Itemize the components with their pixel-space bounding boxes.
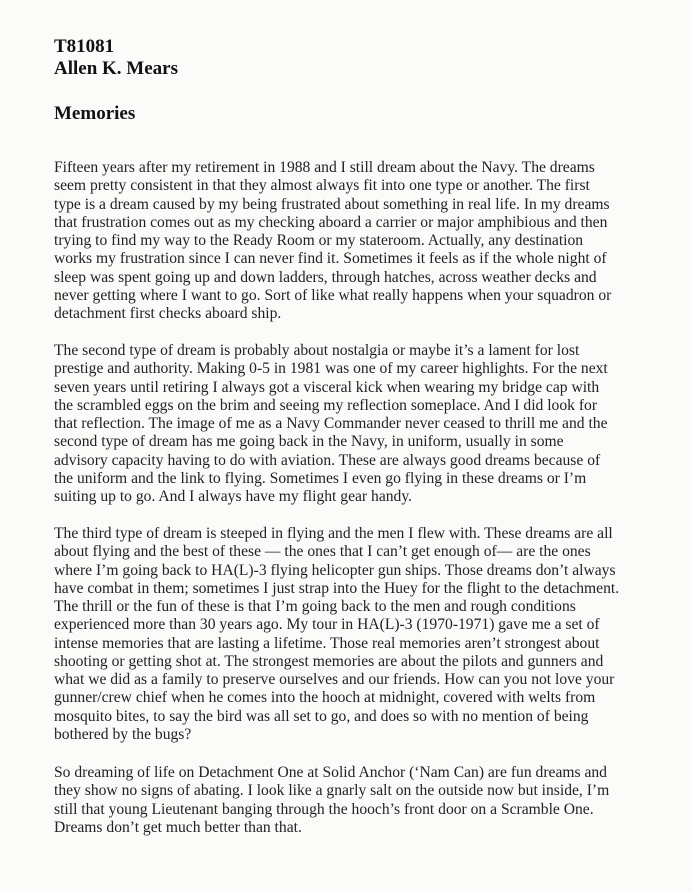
- paragraph-4: [54, 764, 654, 837]
- text-line: prestige and authority. Making 0-5 in 1981 was one of my career highlights. For the next: [54, 360, 608, 378]
- text-line: seem pretty consistent in that they almost always fit into one type or another. The first: [54, 177, 590, 195]
- text-line: The third type of dream is steeped in flying and the men I flew with. These dreams are all: [54, 525, 613, 542]
- text-line: about flying and the best of these — the ones that I can’t get enough of— are the ones: [54, 543, 591, 561]
- text-line: intense memories that are lasting a lifetime. Those real memories aren’t strongest about: [54, 634, 600, 652]
- text-line: type is a dream caused by my being frustrated about something in real life. In my dreams: [54, 195, 610, 213]
- text-line: still that young Lieutenant banging through the hooch’s front door on a Scramble One.: [54, 800, 594, 818]
- text-line: mosquito bites, to say the bird was all set to go, and does so with no mention of being: [54, 707, 589, 725]
- text-line: what we did as a family to preserve ourselves and our friends. How can you not love your: [54, 671, 615, 688]
- text-line: they show no signs of abating. I look like a gnarly salt on the outside now but inside, I’m: [54, 782, 610, 800]
- text-line: that frustration comes out as my checking aboard a carrier or major amphibious and then: [54, 213, 608, 231]
- text-line: trying to find my way to the Ready Room or my stateroom. Actually, any destination: [54, 232, 584, 249]
- paragraph-3: [54, 525, 654, 744]
- document-id: T81081: [54, 36, 115, 57]
- text-line: advisory capacity having to do with aviation. These are always good dreams because of: [54, 451, 601, 469]
- text-line: experienced more than 30 years ago. My tour in HA(L)-3 (1970-1971) gave me a set of: [54, 616, 600, 634]
- page-title: Memories: [54, 103, 136, 124]
- text-line: suiting up to go. And I always have my flight gear handy.: [54, 488, 413, 505]
- author-name: Allen K. Mears: [54, 58, 179, 79]
- text-line: Dreams don’t get much better than that.: [54, 818, 302, 836]
- text-line: Fifteen years after my retirement in 1988 and I still dream about the Navy. The dreams: [54, 159, 595, 176]
- text-line: that reflection. The image of me as a Navy Commander never ceased to thrill me and the: [54, 415, 608, 432]
- text-line: bothered by the bugs?: [54, 725, 192, 743]
- text-line: The second type of dream is probably about nostalgia or maybe it’s a lament for lost: [54, 342, 580, 359]
- text-line: So dreaming of life on Detachment One at Solid Anchor (‘Nam Can) are fun dreams and: [54, 764, 607, 781]
- paragraph-1: [54, 159, 654, 323]
- text-line: works my frustration since I can never find it. Sometimes it feels as if the whole night of: [54, 250, 607, 268]
- text-line: gunner/crew chief when he comes into the hooch at midnight, covered with welts from: [54, 689, 596, 707]
- paragraph-2: [54, 342, 654, 506]
- text-line: sleep was spent going up and down ladders, through hatches, across weather decks and: [54, 268, 597, 286]
- text-line: The thrill or the fun of these is that I’m going back to the men and rough conditions: [54, 598, 576, 615]
- text-line: have combat in them; sometimes I just strap into the Huey for the flight to the detachment.: [54, 579, 620, 597]
- text-line: detachment first checks aboard ship.: [54, 305, 282, 322]
- text-line: second type of dream has me going back in the Navy, in uniform, usually in some: [54, 433, 564, 451]
- text-line: never getting where I want to go. Sort of like what really happens when your squadron or: [54, 286, 612, 304]
- text-line: the scrambled eggs on the brim and seeing my reflection someplace. And I did look for: [54, 396, 598, 414]
- text-line: where I’m going back to HA(L)-3 flying helicopter gun ships. Those dreams don’t always: [54, 561, 616, 579]
- text-line: the uniform and the link to flying. Sometimes I even go flying in these dreams or I’m: [54, 469, 587, 487]
- text-line: shooting or getting shot at. The strongest memories are about the pilots and gunners and: [54, 652, 604, 670]
- text-line: seven years until retiring I always got a visceral kick when wearing my bridge cap with: [54, 378, 600, 396]
